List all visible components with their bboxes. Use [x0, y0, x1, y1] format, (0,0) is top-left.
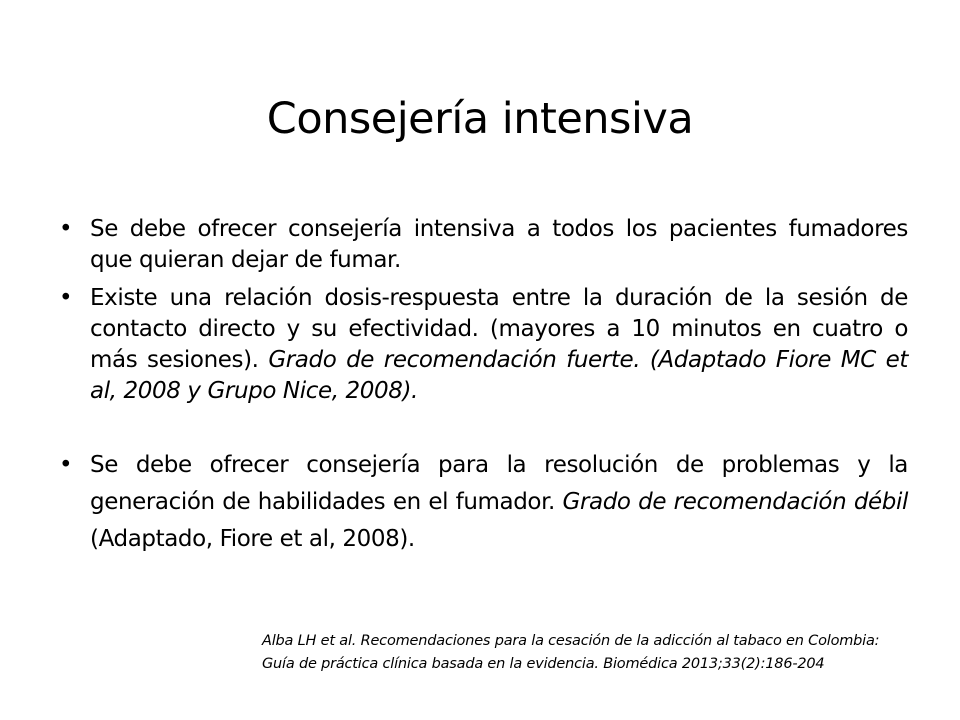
slide-title: Consejería intensiva: [266, 93, 694, 144]
bullet-text: Existe una relación dosis-respuesta entre la duración de la sesión de contacto directo y su efectividad. (mayores a 10 minutos en cuatro o más sesiones).: [90, 285, 908, 373]
bullet-emphasis: Grado de recomendación fuerte. (Adaptado Fiore MC et al, 2008 y Grupo Nice, 2008).: [90, 347, 908, 404]
bullet-text: Se debe ofrecer consejería intensiva a todos los pacientes fumadores que quieran dejar de fumar.: [90, 216, 908, 273]
bullet-tail: (Adaptado, Fiore et al, 2008).: [90, 526, 415, 552]
bullet-list: [59, 214, 908, 565]
bullet-item: [59, 447, 908, 558]
bullet-emphasis: Grado de recomendación débil: [562, 489, 908, 515]
bullet-dot-icon: •: [59, 216, 73, 242]
bullet-text: Se debe ofrecer consejería para la resolución de problemas y la generación de habilidades en el fumador.: [90, 452, 908, 515]
citation-line: Guía de práctica clínica basada en la evidencia. Biomédica 2013;33(2):186-204: [262, 656, 825, 672]
citation: [262, 630, 942, 676]
bullet-item: [59, 214, 908, 276]
bullet-item: [59, 283, 908, 407]
citation-line: Alba LH et al. Recomendaciones para la cesación de la adicción al tabaco en Colombia:: [262, 633, 880, 649]
bullet-dot-icon: •: [59, 452, 73, 478]
bullet-dot-icon: •: [59, 285, 73, 311]
